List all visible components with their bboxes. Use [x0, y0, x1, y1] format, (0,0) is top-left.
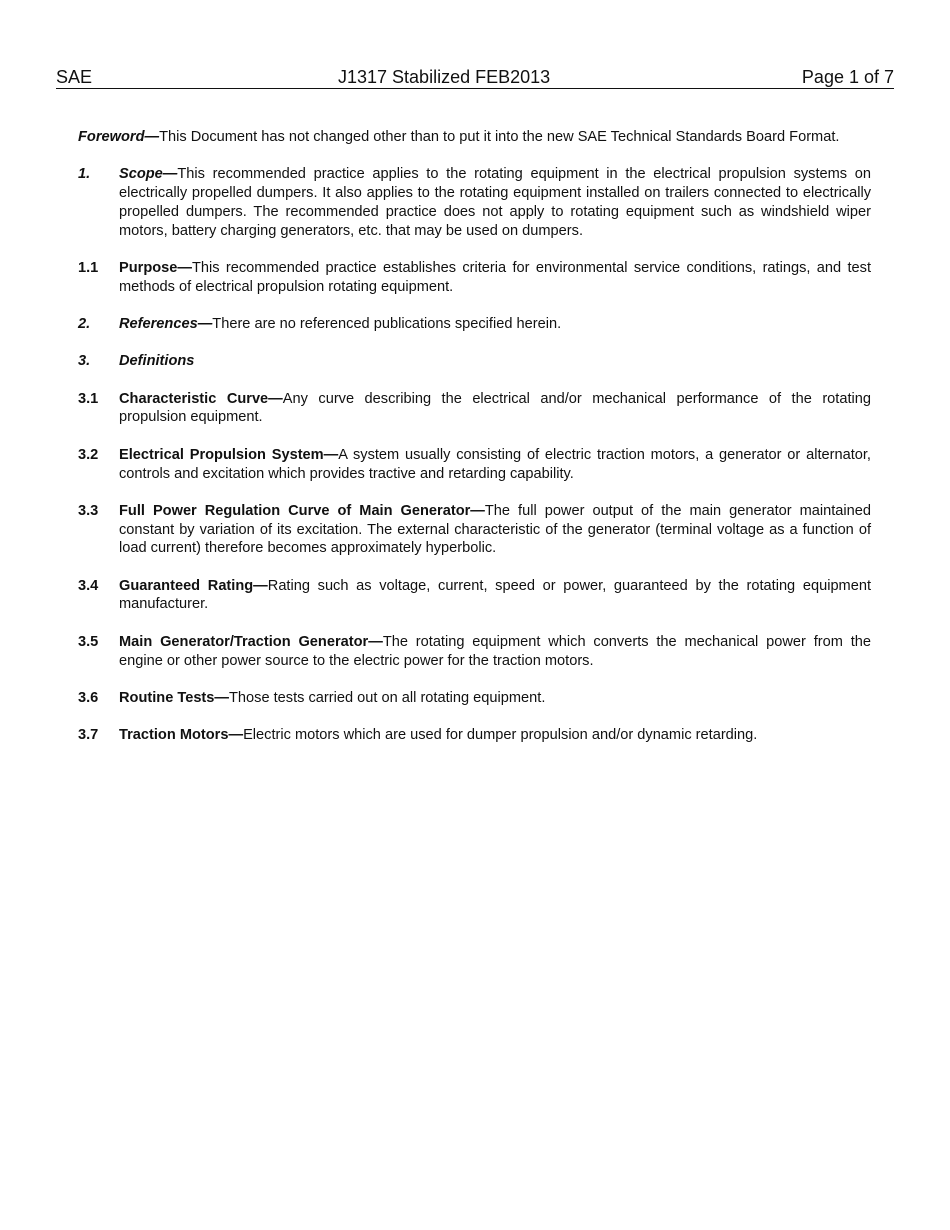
- section-term: Definitions: [119, 353, 195, 370]
- section-references: [78, 315, 871, 334]
- section-number: 3.6: [78, 689, 99, 706]
- section-text: The rotating equipment which converts the mechanical power from the engine or other power source to the electric power for the traction motors.: [119, 633, 872, 669]
- section-term: Main Generator/Traction Generator—: [119, 633, 383, 650]
- section-definitions: [78, 352, 871, 371]
- section-number: 2.: [78, 315, 91, 332]
- header-org: SAE: [56, 67, 93, 87]
- section-text: This recommended practice applies to the rotating equipment in the electrical propulsion systems on electrically propelled dumpers. It also applies to the rotating equipment installed on trailers connected to electrically propelled dumpers. The recommended practice does not apply to rotating equipment such as windshield wiper motors, battery charging generators, etc. that may be used on dumpers.: [119, 166, 871, 239]
- section-term: References—: [119, 315, 213, 332]
- foreword-term: Foreword—: [78, 129, 160, 145]
- definition-electrical-propulsion-system: [78, 446, 871, 483]
- section-term: Purpose—: [119, 259, 192, 276]
- section-text: This recommended practice establishes criteria for environmental service conditions, ratings, and test methods of electrical propulsion rotating equipment.: [119, 259, 871, 295]
- header-document-id: J1317 Stabilized FEB2013: [338, 67, 551, 87]
- section-number: 3.4: [78, 577, 99, 594]
- document-body: [78, 128, 871, 764]
- section-number: 3.7: [78, 727, 99, 744]
- section-term: Scope—: [119, 166, 178, 183]
- section-text: Any curve describing the electrical and/or mechanical performance of the rotating propulsion equipment.: [119, 390, 871, 426]
- section-text: A system usually consisting of electric traction motors, a generator or alternator, controls and excitation which provides tractive and retarding capability.: [119, 446, 871, 482]
- section-text: Electric motors which are used for dumper propulsion and/or dynamic retarding.: [243, 727, 758, 744]
- section-number: 3.5: [78, 633, 99, 650]
- section-term: Routine Tests—: [119, 689, 230, 706]
- section-number: 3.: [78, 353, 91, 370]
- definition-routine-tests: [78, 689, 871, 708]
- section-number: 1.: [78, 166, 91, 183]
- definition-main-generator: [78, 633, 871, 670]
- section-number: 1.1: [78, 259, 99, 276]
- page-header: [56, 66, 894, 89]
- foreword-text: This Document has not changed other than to put it into the new SAE Technical Standards Board Format.: [159, 129, 840, 145]
- section-purpose: [78, 259, 871, 296]
- section-term: Traction Motors—: [119, 727, 244, 744]
- section-term: Electrical Propulsion System—: [119, 446, 339, 463]
- definition-guaranteed-rating: [78, 577, 871, 614]
- header-page-number: Page 1 of 7: [801, 67, 894, 87]
- section-text: Those tests carried out on all rotating equipment.: [229, 689, 546, 706]
- section-text: The full power output of the main generator maintained constant by variation of its excitation. The external characteristic of the generator (terminal voltage as a function of load current) therefore becomes approximately hyperbolic.: [119, 502, 871, 557]
- definition-traction-motors: [78, 726, 871, 745]
- section-number: 3.3: [78, 502, 99, 519]
- foreword-paragraph: [78, 128, 871, 147]
- section-number: 3.2: [78, 446, 99, 463]
- section-term: Characteristic Curve—: [119, 390, 283, 407]
- section-text: There are no referenced publications specified herein.: [212, 315, 562, 332]
- section-text: Rating such as voltage, current, speed or power, guaranteed by the rotating equipment manufacturer.: [119, 577, 872, 613]
- section-term: Full Power Regulation Curve of Main Generator—: [119, 502, 485, 519]
- definition-full-power-regulation-curve: [78, 502, 871, 558]
- section-number: 3.1: [78, 390, 99, 407]
- section-term: Guaranteed Rating—: [119, 577, 268, 594]
- definition-characteristic-curve: [78, 390, 871, 427]
- section-scope: [78, 165, 871, 240]
